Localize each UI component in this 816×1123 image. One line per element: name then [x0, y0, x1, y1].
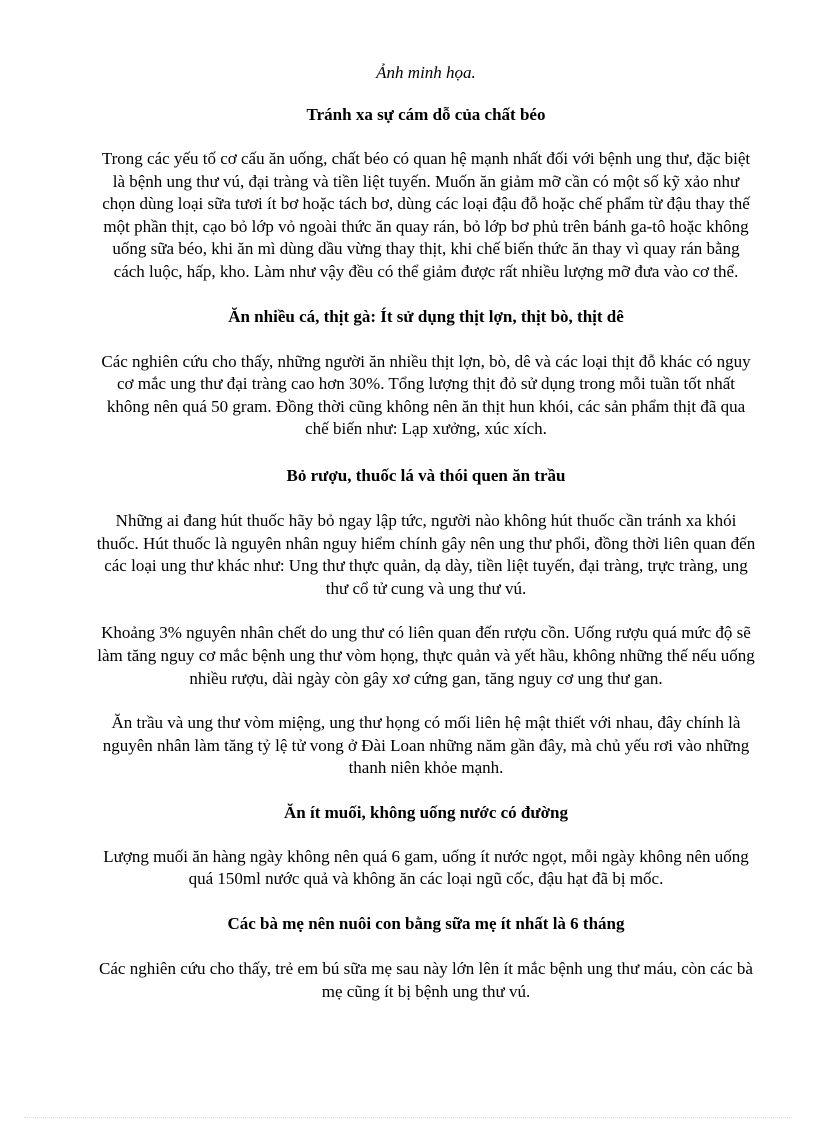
page-bottom-divider — [24, 1117, 792, 1118]
paragraph-salt-sugar: Lượng muối ăn hàng ngày không nên quá 6 gam, uống ít nước ngọt, mỗi ngày không nên uống quá 150ml nước quả và không ăn các loại ngũ cốc, đậu hạt đã bị mốc. — [103, 846, 749, 889]
image-caption: Ảnh minh họa. — [376, 63, 476, 82]
document-page — [96, 0, 756, 1003]
paragraph-breastfeeding: Các nghiên cứu cho thấy, trẻ em bú sữa mẹ sau này lớn lên ít mắc bệnh ung thư máu, còn các bà mẹ cũng ít bị bệnh ung thư vú. — [99, 959, 753, 1001]
paragraph-alcohol: Khoảng 3% nguyên nhân chết do ung thư có liên quan đến rượu cồn. Uống rượu quá mức độ sẽ làm tăng nguy cơ mắc bệnh ung thư vòm họng, thực quản và yết hầu, không những thế nếu uống nhiều rượu, dài ngày còn gây xơ cứng gan, tăng nguy cơ ung thư gan. — [97, 623, 755, 688]
paragraph-fat: Trong các yếu tố cơ cấu ăn uống, chất béo có quan hệ mạnh nhất đối với bệnh ung thư, đặc biệt là bệnh ung thư vú, đại tràng và tiền liệt tuyến. Muốn ăn giảm mỡ cần có một số kỹ xảo như chọn dùng loại sữa tươi ít bơ hoặc tách bơ, dùng các loại đậu đỗ hoặc chế phẩm từ đậu thay thế một phần thịt, cạo bỏ lớp vỏ ngoài thức ăn quay rán, bỏ lớp bơ phủ trên bánh ga-tô hoặc không uống sữa béo, khi ăn mì dùng dầu vừng thay thịt, khi chế biến thức ăn thay vì quay rán bằng cách luộc, hấp, kho. Làm như vậy đều có thể giảm được rất nhiều lượng mỡ đưa vào cơ thể. — [101, 149, 751, 281]
section-heading-alcohol-tobacco: Bỏ rượu, thuốc lá và thói quen ăn trầu — [286, 465, 566, 485]
paragraph-betel: Ăn trầu và ung thư vòm miệng, ung thư họng có mối liên hệ mật thiết với nhau, đây chính là nguyên nhân làm tăng tỷ lệ tử vong ở Đài Loan những năm gần đây, mà chủ yếu rơi vào những thanh niên khỏe mạnh. — [102, 713, 750, 778]
paragraph-meat: Các nghiên cứu cho thấy, những người ăn nhiều thịt lợn, bò, dê và các loại thịt đỗ khác có nguy cơ mắc ung thư đại tràng cao hơn 30%. Tổng lượng thịt đỏ sử dụng trong mỗi tuần tốt nhất không nên quá 50 gram. Đồng thời cũng không nên ăn thịt hun khói, các sản phẩm thịt đã qua chế biến như: Lạp xưởng, xúc xích. — [101, 351, 751, 439]
section-heading-fat: Tránh xa sự cám dỗ của chất béo — [306, 105, 546, 124]
section-heading-salt-sugar: Ăn ít muối, không uống nước có đường — [284, 802, 568, 822]
paragraph-smoking: Những ai đang hút thuốc hãy bỏ ngay lập tức, người nào không hút thuốc cần tránh xa khói thuốc. Hút thuốc là nguyên nhân nguy hiểm chính gây nên ung thư phổi, đồng thời liên quan đến các loại ung thư khác như: Ung thư thực quản, dạ dày, tiền liệt tuyến, đại tràng, trực tràng, ung thư cổ tử cung và ung thư vú. — [96, 510, 756, 598]
section-heading-meat: Ăn nhiều cá, thịt gà: Ít sử dụng thịt lợn, thịt bò, thịt dê — [228, 306, 624, 326]
section-heading-breastfeeding: Các bà mẹ nên nuôi con bằng sữa mẹ ít nhất là 6 tháng — [227, 914, 625, 934]
